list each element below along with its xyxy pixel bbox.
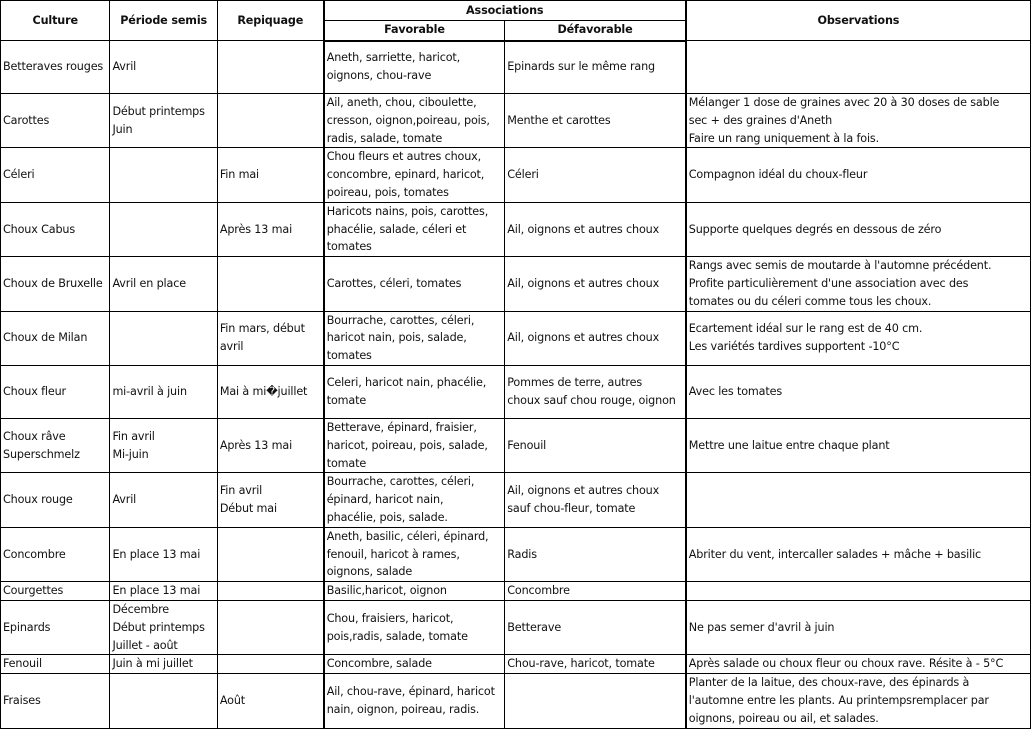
header-culture: Culture — [1, 1, 110, 41]
cell-defavorable: Ail, oignons et autres choux — [505, 311, 686, 365]
cell-culture: Choux râve Superschmelz — [1, 418, 110, 472]
cell-repiquage: Mai à mi�juillet — [217, 365, 323, 418]
cell-repiquage — [217, 655, 323, 674]
cell-culture: Choux rouge — [1, 473, 110, 527]
cell-repiquage: Fin mars, début avril — [217, 311, 323, 365]
cell-periode-semis — [110, 148, 217, 202]
cell-defavorable: Fenouil — [505, 418, 686, 472]
cell-periode-semis: Décembre Début printemps Juillet - août — [110, 600, 217, 654]
cell-favorable: Ail, chou-rave, épinard, haricot nain, oignon, poireau, radis. — [324, 674, 505, 728]
cell-observations: Abriter du vent, intercaller salades + mâche + basilic — [686, 527, 1031, 581]
cell-repiquage: Fin mai — [217, 148, 323, 202]
table-row — [1, 365, 1031, 418]
cell-observations: Après salade ou choux fleur ou choux rave. Résite à - 5°C — [686, 655, 1031, 674]
header-repiquage: Repiquage — [217, 1, 323, 41]
header-observations: Observations — [686, 1, 1031, 41]
cell-observations: Ecartement idéal sur le rang est de 40 cm. Les variétés tardives supportent -10°C — [686, 311, 1031, 365]
cell-periode-semis: mi-avril à juin — [110, 365, 217, 418]
cell-defavorable: Chou-rave, haricot, tomate — [505, 655, 686, 674]
cell-favorable: Chou fleurs et autres choux, concombre, epinard, haricot, poireau, pois, tomates — [324, 148, 505, 202]
cell-periode-semis: Juin à mi juillet — [110, 655, 217, 674]
cell-repiquage: Fin avril Début mai — [217, 473, 323, 527]
cell-periode-semis: Avril — [110, 473, 217, 527]
table-row — [1, 311, 1031, 365]
cell-defavorable: Céleri — [505, 148, 686, 202]
cell-culture: Betteraves rouges — [1, 41, 110, 94]
cell-periode-semis: Avril en place — [110, 257, 217, 311]
cell-favorable: Chou, fraisiers, haricot, pois,radis, salade, tomate — [324, 600, 505, 654]
table-row — [1, 148, 1031, 202]
cell-culture: Epinards — [1, 600, 110, 654]
cell-repiquage: Août — [217, 674, 323, 728]
cell-favorable: Carottes, céleri, tomates — [324, 257, 505, 311]
cell-defavorable: Epinards sur le même rang — [505, 41, 686, 94]
cell-observations: Mélanger 1 dose de graines avec 20 à 30 doses de sable sec + des graines d'Aneth Faire un rang uniquement à la fois. — [686, 94, 1031, 148]
table-body — [1, 41, 1031, 729]
cell-favorable: Concombre, salade — [324, 655, 505, 674]
cell-periode-semis: Début printemps Juin — [110, 94, 217, 148]
cell-culture: Carottes — [1, 94, 110, 148]
table-row — [1, 473, 1031, 527]
table-row — [1, 655, 1031, 674]
cell-repiquage — [217, 41, 323, 94]
cell-defavorable: Ail, oignons et autres choux — [505, 257, 686, 311]
cell-defavorable: Ail, oignons et autres choux — [505, 202, 686, 256]
cell-periode-semis — [110, 311, 217, 365]
table-row — [1, 582, 1031, 601]
header-periode-semis: Période semis — [110, 1, 217, 41]
cell-defavorable: Pommes de terre, autres choux sauf chou rouge, oignon — [505, 365, 686, 418]
cell-observations: Supporte quelques degrés en dessous de zéro — [686, 202, 1031, 256]
cell-periode-semis: En place 13 mai — [110, 527, 217, 581]
table-row — [1, 527, 1031, 581]
cell-favorable: Celeri, haricot nain, phacélie, tomate — [324, 365, 505, 418]
table-row — [1, 418, 1031, 472]
cell-favorable: Bourrache, carottes, céleri, haricot nain, pois, salade, tomates — [324, 311, 505, 365]
cell-periode-semis: En place 13 mai — [110, 582, 217, 601]
table-row — [1, 41, 1031, 94]
cell-favorable: Bourrache, carottes, céleri, épinard, haricot nain, phacélie, pois, salade. — [324, 473, 505, 527]
cell-favorable: Aneth, basilic, céleri, épinard, fenouil, haricot à rames, oignons, salade — [324, 527, 505, 581]
table-row — [1, 600, 1031, 654]
header-defavorable: Défavorable — [505, 21, 686, 41]
cell-repiquage — [217, 257, 323, 311]
cell-repiquage — [217, 582, 323, 601]
cell-culture: Fraises — [1, 674, 110, 728]
cell-repiquage — [217, 94, 323, 148]
cell-periode-semis: Avril — [110, 41, 217, 94]
cell-periode-semis: Fin avril Mi-juin — [110, 418, 217, 472]
cell-observations: Compagnon idéal du choux-fleur — [686, 148, 1031, 202]
cell-favorable: Ail, aneth, chou, ciboulette, cresson, oignon,poireau, pois, radis, salade, tomate — [324, 94, 505, 148]
cell-repiquage: Après 13 mai — [217, 202, 323, 256]
cell-observations — [686, 582, 1031, 601]
cell-defavorable: Menthe et carottes — [505, 94, 686, 148]
cell-repiquage — [217, 600, 323, 654]
cell-observations — [686, 41, 1031, 94]
cell-defavorable: Radis — [505, 527, 686, 581]
cell-observations: Planter de la laitue, des choux-rave, des épinards à l'automne entre les plants. Au printempsremplacer par oignons, poireau ou ail, et salades. — [686, 674, 1031, 728]
cell-repiquage — [217, 527, 323, 581]
cell-observations — [686, 473, 1031, 527]
cell-culture: Céleri — [1, 148, 110, 202]
cell-defavorable: Ail, oignons et autres choux sauf chou-fleur, tomate — [505, 473, 686, 527]
cell-observations: Mettre une laitue entre chaque plant — [686, 418, 1031, 472]
cell-defavorable: Concombre — [505, 582, 686, 601]
table-row — [1, 257, 1031, 311]
cell-culture: Choux fleur — [1, 365, 110, 418]
cell-culture: Concombre — [1, 527, 110, 581]
cell-culture: Choux Cabus — [1, 202, 110, 256]
table-row — [1, 202, 1031, 256]
table-row — [1, 94, 1031, 148]
cell-repiquage: Après 13 mai — [217, 418, 323, 472]
header-favorable: Favorable — [324, 21, 505, 41]
cell-favorable: Aneth, sarriette, haricot, oignons, chou-rave — [324, 41, 505, 94]
cell-defavorable: Betterave — [505, 600, 686, 654]
cell-periode-semis — [110, 202, 217, 256]
cell-observations: Rangs avec semis de moutarde à l'automne précédent. Profite particulièrement d'une association avec des tomates ou du céleri comme tous les choux. — [686, 257, 1031, 311]
cell-culture: Courgettes — [1, 582, 110, 601]
cell-favorable: Basilic,haricot, oignon — [324, 582, 505, 601]
cell-culture: Choux de Bruxelle — [1, 257, 110, 311]
header-associations: Associations — [324, 1, 686, 21]
cell-culture: Choux de Milan — [1, 311, 110, 365]
cell-favorable: Haricots nains, pois, carottes, phacélie, salade, céleri et tomates — [324, 202, 505, 256]
cell-favorable: Betterave, épinard, fraisier, haricot, poireau, pois, salade, tomate — [324, 418, 505, 472]
cell-observations: Ne pas semer d'avril à juin — [686, 600, 1031, 654]
cell-observations: Avec les tomates — [686, 365, 1031, 418]
cell-culture: Fenouil — [1, 655, 110, 674]
